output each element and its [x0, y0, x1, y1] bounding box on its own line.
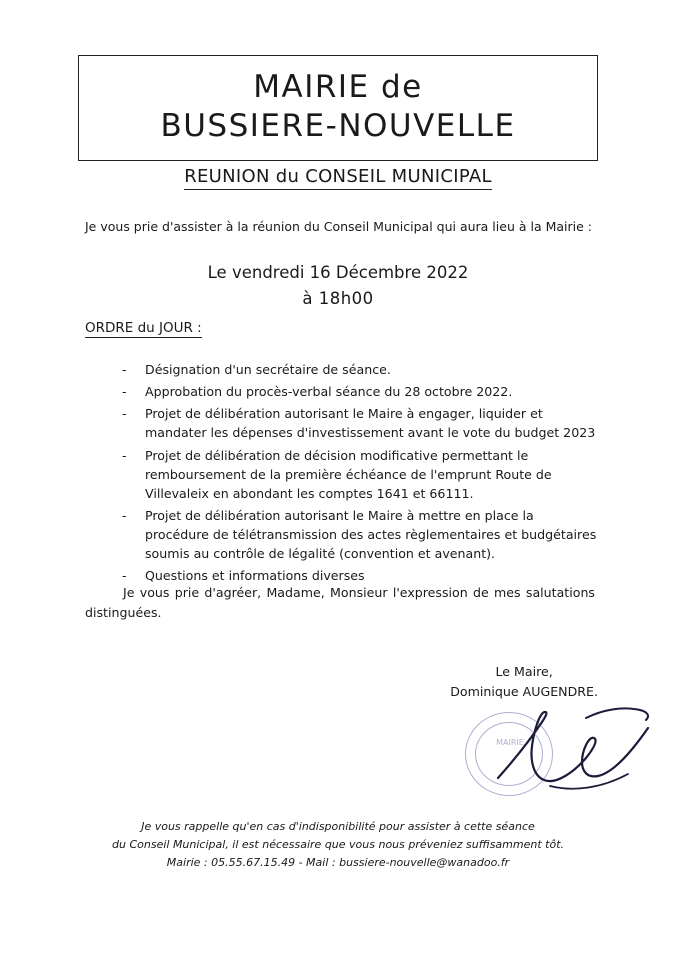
list-item [118, 382, 598, 401]
footer-line-2: du Conseil Municipal, il est nécessaire que vous nous préveniez suffisamment tôt. [112, 838, 564, 852]
list-item-text: Désignation d'un secrétaire de séance. [145, 362, 391, 377]
list-item [118, 446, 598, 503]
closing-text: Je vous prie d'agréer, Madame, Monsieur l'expression de mes salutations distinguées. [85, 585, 595, 621]
list-item-text: Projet de délibération autorisant le Maire à mettre en place la procédure de télétransmission des actes règlementaires et budgétaires soumis au contrôle de légalité (convention et avenant). [145, 507, 597, 562]
list-bullet: - [122, 507, 127, 523]
letterhead-box [78, 55, 598, 161]
footer-line-3: Mairie : 05.55.67.15.49 - Mail : bussiere-nouvelle@wanadoo.fr [166, 856, 510, 870]
document-title-text: REUNION du CONSEIL MUNICIPAL [184, 166, 492, 190]
list-item [118, 404, 598, 442]
stamp-text: MAIRIE [496, 739, 524, 747]
list-bullet: - [122, 362, 127, 377]
agenda-heading [85, 320, 202, 336]
handwritten-signature-icon [490, 700, 660, 800]
letterhead-line-2: BUSSIERE-NOUVELLE [160, 107, 516, 144]
list-item [118, 360, 598, 379]
signature-block [450, 662, 598, 701]
list-item-text: Projet de délibération autorisant le Maire à engager, liquider et mandater les dépenses d'investissement avant le vote du budget 2023 [145, 406, 596, 441]
meeting-time: à 18h00 [302, 288, 374, 308]
closing-paragraph [85, 583, 595, 623]
list-item-text: Projet de délibération de décision modificative permettant le remboursement de la première échéance de l'emprunt Route de Villevaleix en abondant les comptes 1641 et 66111. [145, 447, 552, 501]
list-bullet: - [122, 447, 127, 463]
intro-paragraph: Je vous prie d'assister à la réunion du Conseil Municipal qui aura lieu à la Mairie : [85, 219, 592, 234]
agenda-list [118, 360, 598, 589]
signer-name: Dominique AUGENDRE. [450, 683, 598, 699]
letterhead-line-1: MAIRIE de [253, 69, 423, 105]
list-bullet: - [122, 568, 127, 584]
signer-role: Le Maire, [495, 664, 553, 679]
list-item-text: Approbation du procès-verbal séance du 28 octobre 2022. [145, 384, 513, 400]
list-item-text: Questions et informations diverses [145, 568, 365, 584]
meeting-date: Le vendredi 16 Décembre 2022 [207, 263, 469, 282]
list-bullet: - [122, 406, 127, 422]
list-item [118, 506, 598, 563]
document-title [0, 166, 676, 187]
footer-note [0, 818, 676, 872]
agenda-heading-text: ORDRE du JOUR : [85, 320, 202, 336]
list-bullet: - [122, 384, 127, 400]
meeting-datetime [0, 260, 676, 311]
footer-line-1: Je vous rappelle qu'en cas d'indisponibilité pour assister à cette séance [141, 820, 535, 833]
